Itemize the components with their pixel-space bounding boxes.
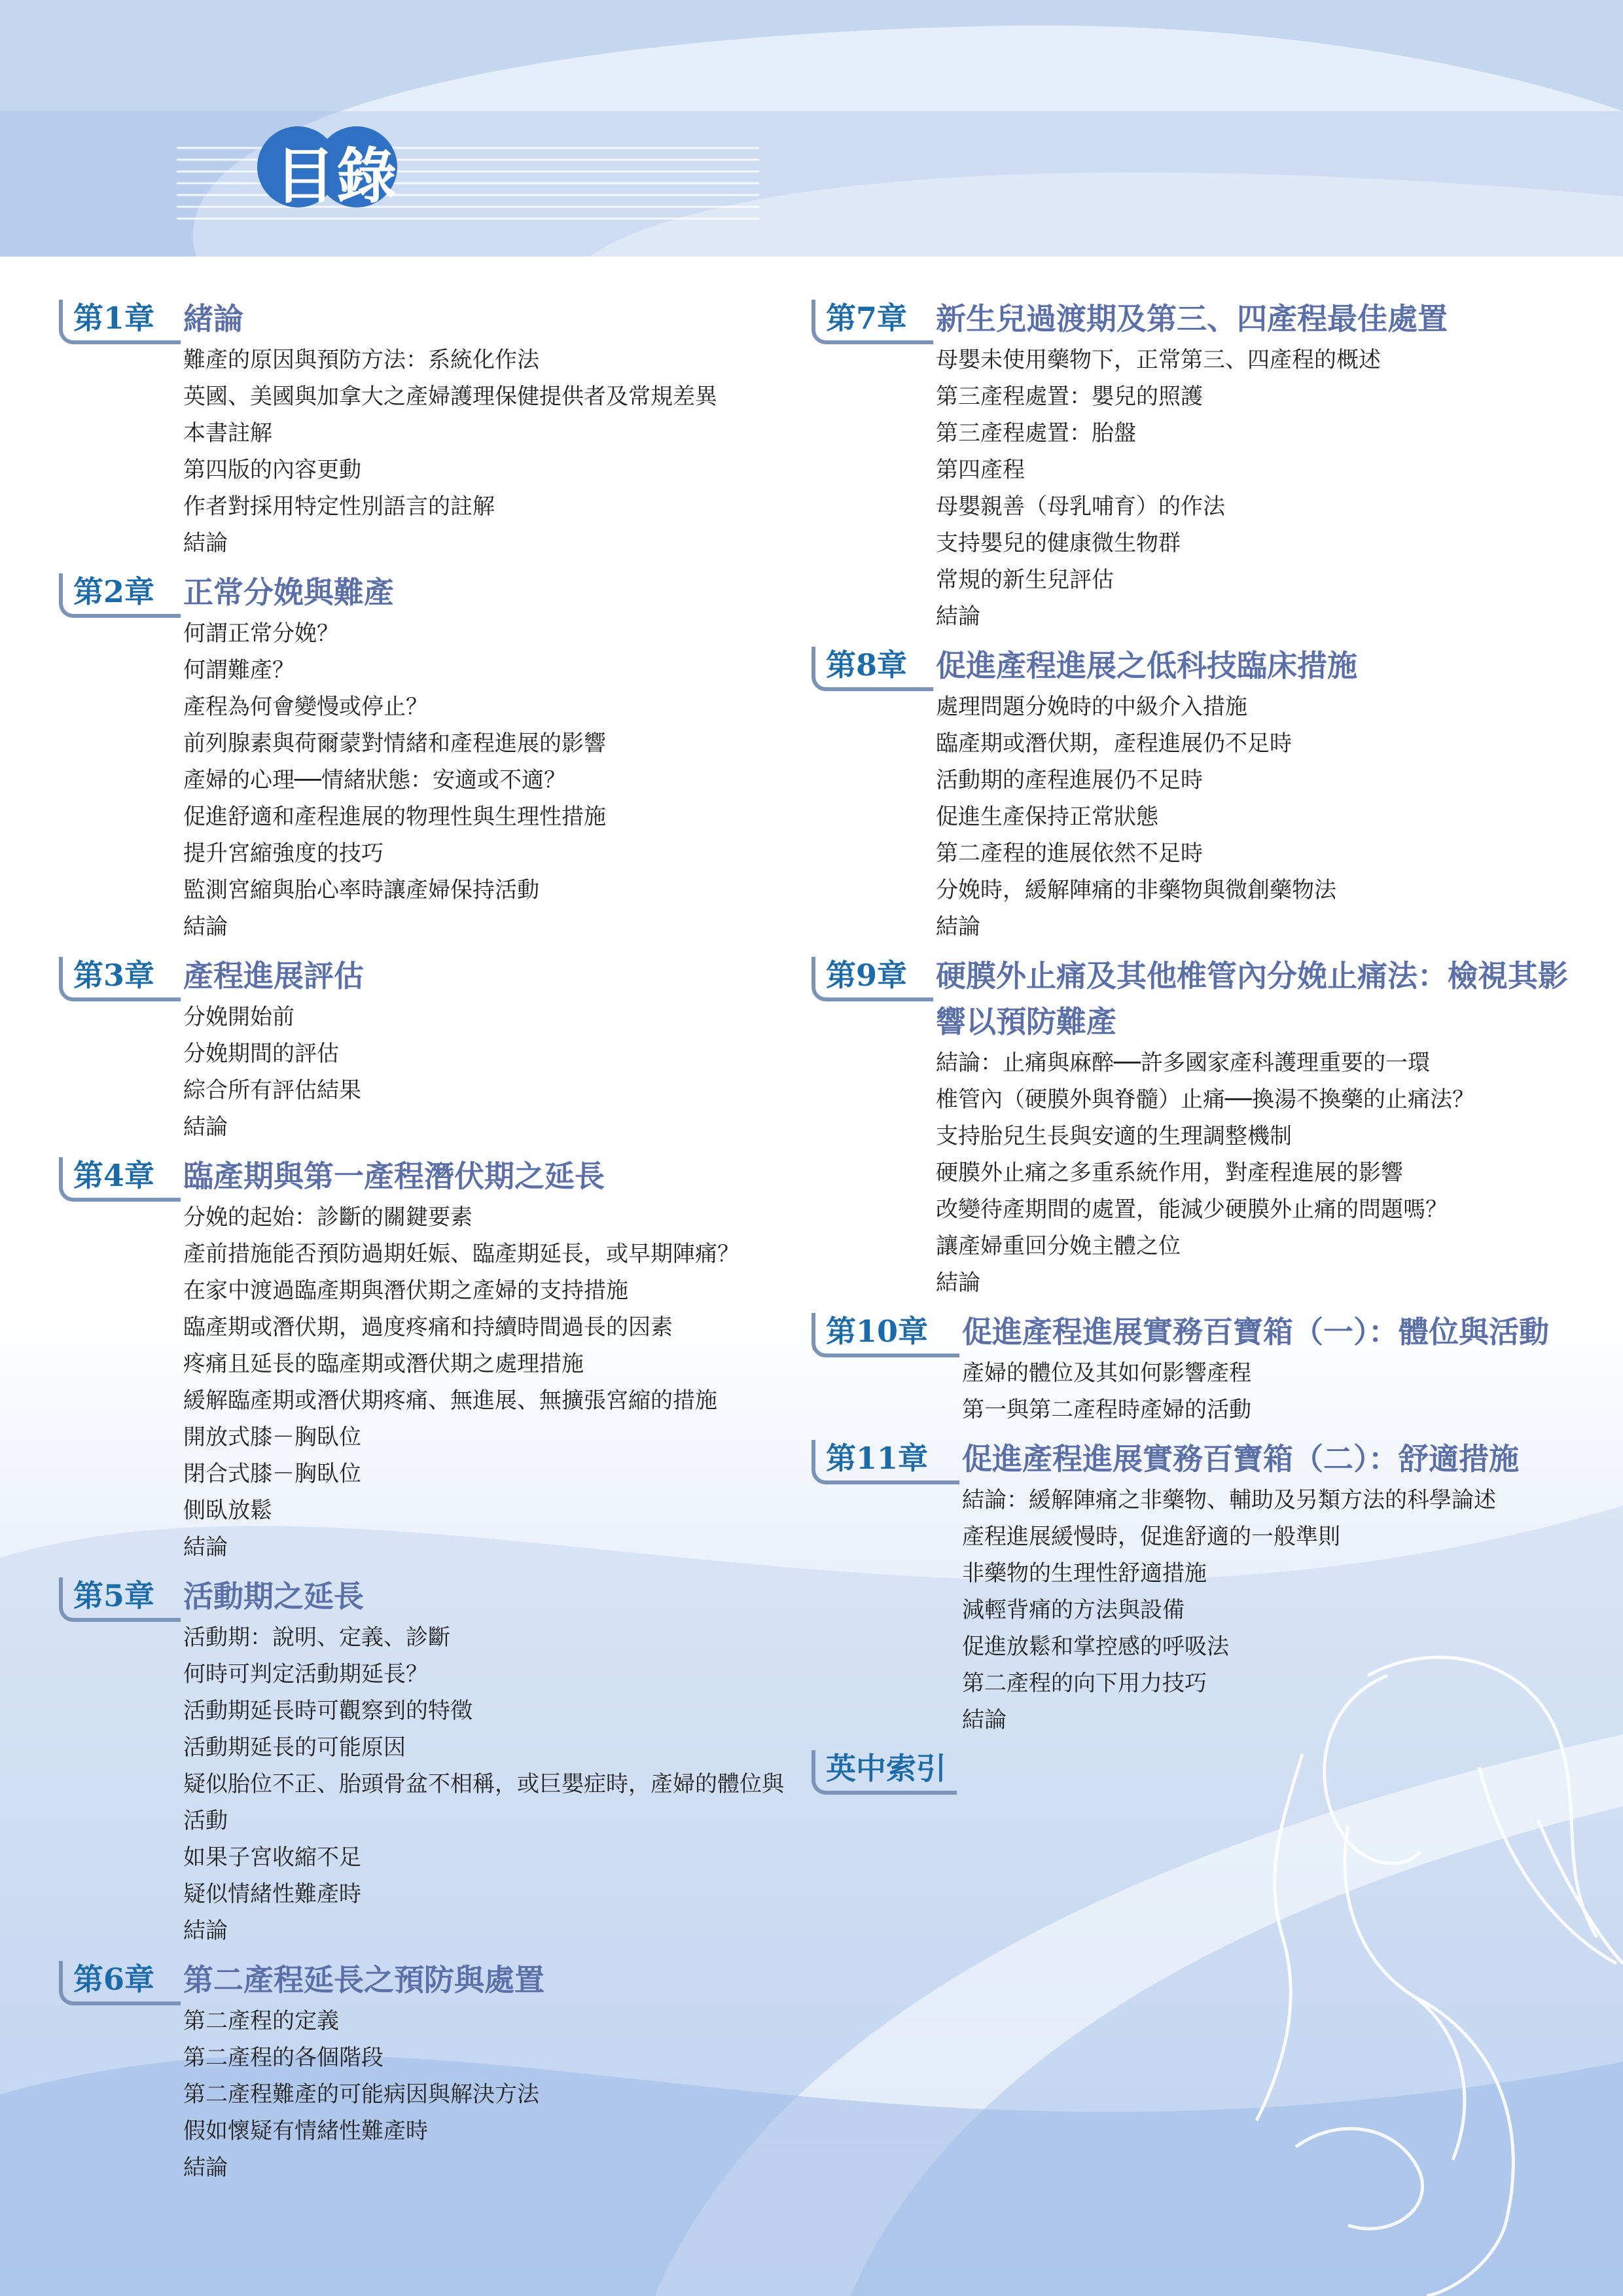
chapter-7 [812, 296, 1597, 635]
toc-item[interactable]: 結論：止痛與麻醉──許多國家產科護理重要的一環 [936, 1050, 1430, 1076]
toc-item[interactable]: 疑似情緒性難產時 [183, 1881, 361, 1907]
chapter-number: 第11章 [812, 1436, 962, 1480]
toc-item[interactable]: 閉合式膝－胸臥位 [183, 1461, 361, 1487]
chapter-items [183, 1199, 785, 1566]
toc-item[interactable]: 作者對採用特定性別語言的註解 [183, 493, 495, 520]
toc-item[interactable]: 促進放鬆和掌控感的呼吸法 [962, 1634, 1229, 1660]
chapter-title: 新生兒過渡期及第三、四產程最佳處置 [936, 301, 1448, 336]
chapter-title: 活動期之延長 [183, 1579, 364, 1614]
chapter-number: 第9章 [812, 953, 936, 997]
chapter-title: 第二產程延長之預防與處置 [183, 1962, 544, 1998]
toc-item[interactable]: 監測宮縮與胎心率時讓產婦保持活動 [183, 877, 539, 903]
toc-item[interactable]: 減輕背痛的方法與設備 [962, 1597, 1185, 1623]
chapter-items [936, 342, 1597, 635]
toc-item[interactable]: 開放式膝－胸臥位 [183, 1424, 361, 1450]
chapter-header[interactable] [812, 643, 1597, 689]
toc-item[interactable]: 促進舒適和產程進展的物理性與生理性措施 [183, 804, 606, 830]
chapter-title: 促進產程進展實務百寶箱（一）：體位與活動 [962, 1314, 1549, 1350]
toc-item[interactable]: 產前措施能否預防過期妊娠、臨產期延長，或早期陣痛？ [183, 1241, 740, 1267]
toc-item[interactable]: 促進生產保持正常狀態 [936, 804, 1158, 830]
toc-item[interactable]: 結論 [183, 914, 228, 940]
toc-item[interactable]: 結論 [936, 1270, 980, 1296]
chapter-2 [59, 569, 785, 945]
chapter-header[interactable] [59, 296, 785, 342]
toc-item[interactable]: 分娩的起始：診斷的關鍵要素 [183, 1204, 473, 1230]
toc-item[interactable]: 側臥放鬆 [183, 1498, 272, 1524]
chapter-items [183, 2003, 785, 2186]
toc-item[interactable]: 結論 [936, 914, 980, 940]
toc-item[interactable]: 結論 [183, 530, 228, 556]
toc-item[interactable]: 難產的原因與預防方法：系統化作法 [183, 347, 539, 373]
toc-item[interactable]: 假如懷疑有情緒性難產時 [183, 2118, 428, 2144]
chapter-3 [59, 953, 785, 1145]
toc-item[interactable]: 母嬰未使用藥物下，正常第三、四產程的概述 [936, 347, 1381, 373]
page-title: 目錄 [275, 141, 399, 211]
toc-item[interactable]: 綜合所有評估結果 [183, 1077, 361, 1103]
toc-item[interactable]: 椎管內（硬膜外與脊髓）止痛──換湯不換藥的止痛法？ [936, 1086, 1474, 1113]
toc-item[interactable]: 前列腺素與荷爾蒙對情緒和產程進展的影響 [183, 730, 606, 757]
chapter-header[interactable] [812, 953, 1597, 1045]
toc-item[interactable]: 支持胎兒生長與安適的生理調整機制 [936, 1123, 1292, 1149]
toc-item[interactable]: 分娩期間的評估 [183, 1041, 339, 1067]
toc-item[interactable]: 臨產期或潛伏期，產程進展仍不足時 [936, 730, 1292, 757]
toc-item[interactable]: 第一與第二產程時產婦的活動 [962, 1397, 1251, 1423]
chapter-number: 第6章 [59, 1957, 183, 2001]
toc-item[interactable]: 第四版的內容更動 [183, 457, 361, 483]
toc-item[interactable]: 結論 [183, 1534, 228, 1560]
chapter-number: 第5章 [59, 1573, 183, 1618]
index-section [812, 1746, 1597, 1791]
toc-item[interactable]: 常規的新生兒評估 [936, 567, 1114, 593]
index-link[interactable]: 英中索引 [812, 1746, 957, 1791]
toc-item[interactable]: 結論 [183, 1918, 228, 1944]
toc-item[interactable]: 如果子宮收縮不足 [183, 1844, 361, 1871]
toc-item[interactable]: 第三產程處置：嬰兒的照護 [936, 384, 1203, 410]
toc-item[interactable]: 第二產程的定義 [183, 2008, 339, 2034]
toc-left-column [59, 296, 785, 2194]
toc-item[interactable]: 活動期延長時可觀察到的特徵 [183, 1698, 473, 1724]
chapter-title: 促進產程進展實務百寶箱（二）：舒適措施 [962, 1441, 1519, 1477]
toc-item[interactable]: 本書註解 [183, 420, 272, 446]
toc-item[interactable]: 非藥物的生理性舒適措施 [962, 1560, 1207, 1587]
toc-item[interactable]: 第二產程的進展依然不足時 [936, 840, 1203, 867]
chapter-items [183, 1619, 785, 1949]
chapter-header[interactable] [59, 569, 785, 615]
toc-item[interactable]: 改變待產期間的處置，能減少硬膜外止痛的問題嗎？ [936, 1196, 1448, 1223]
chapter-number: 第4章 [59, 1153, 183, 1198]
chapter-header[interactable] [812, 296, 1597, 342]
chapter-items [962, 1355, 1597, 1428]
chapter-header[interactable] [59, 1573, 785, 1619]
toc-item[interactable]: 在家中渡過臨產期與潛伏期之產婦的支持措施 [183, 1278, 628, 1304]
chapter-title: 正常分娩與難產 [183, 575, 394, 610]
chapter-number: 第10章 [812, 1309, 962, 1354]
chapter-5 [59, 1573, 785, 1949]
chapter-number: 第7章 [812, 296, 936, 340]
toc-item[interactable]: 第二產程的向下用力技巧 [962, 1670, 1207, 1696]
chapter-title: 產程進展評估 [183, 958, 364, 994]
chapter-header[interactable] [812, 1309, 1597, 1355]
toc-item[interactable]: 結論 [183, 2155, 228, 2181]
chapter-11 [812, 1436, 1597, 1738]
chapter-header[interactable] [59, 1957, 785, 2003]
toc-item[interactable]: 提升宮縮強度的技巧 [183, 840, 383, 867]
toc-item[interactable]: 活動期：說明、定義、診斷 [183, 1624, 450, 1651]
toc-item[interactable]: 疼痛且延長的臨產期或潛伏期之處理措施 [183, 1351, 584, 1377]
chapter-items [183, 999, 785, 1145]
toc-item[interactable]: 母嬰親善（母乳哺育）的作法 [936, 493, 1225, 520]
toc-item[interactable]: 何謂難產？ [183, 657, 294, 683]
chapter-header[interactable] [59, 1153, 785, 1199]
toc-item[interactable]: 產程進展緩慢時，促進舒適的一般準則 [962, 1524, 1340, 1550]
chapter-items [936, 689, 1597, 945]
chapter-title: 臨產期與第一產程潛伏期之延長 [183, 1158, 605, 1194]
toc-item[interactable]: 分娩開始前 [183, 1004, 294, 1030]
chapter-items [936, 1045, 1597, 1301]
header-banner [0, 0, 1623, 257]
toc-right-column [812, 296, 1597, 1799]
chapter-number: 第1章 [59, 296, 183, 340]
toc-item[interactable]: 英國、美國與加拿大之產婦護理保健提供者及常規差異 [183, 384, 717, 410]
toc-item[interactable]: 產婦的體位及其如何影響產程 [962, 1360, 1251, 1386]
chapter-items [183, 615, 785, 945]
chapter-title: 硬膜外止痛及其他椎管內分娩止痛法：檢視其影響以預防難產 [936, 958, 1568, 1039]
chapter-number: 第2章 [59, 569, 183, 614]
chapter-8 [812, 643, 1597, 945]
chapter-header[interactable] [59, 953, 785, 999]
chapter-4 [59, 1153, 785, 1566]
toc-item[interactable]: 支持嬰兒的健康微生物群 [936, 530, 1181, 556]
toc-item[interactable]: 何謂正常分娩？ [183, 620, 339, 647]
toc-item[interactable]: 分娩時，緩解陣痛的非藥物與微創藥物法 [936, 877, 1336, 903]
toc-item[interactable]: 結論 [183, 1114, 228, 1140]
toc-item[interactable]: 結論：緩解陣痛之非藥物、輔助及另類方法的科學論述 [962, 1487, 1496, 1513]
chapter-10 [812, 1309, 1597, 1428]
toc-item[interactable]: 疑似胎位不正、胎頭骨盆不相稱，或巨嬰症時，產婦的體位與活動 [183, 1771, 784, 1834]
toc-item[interactable]: 硬膜外止痛之多重系統作用，對產程進展的影響 [936, 1160, 1403, 1186]
chapter-title: 緒論 [183, 301, 243, 336]
toc-item[interactable]: 何時可判定活動期延長？ [183, 1661, 428, 1687]
chapter-number: 第3章 [59, 953, 183, 997]
toc-item[interactable]: 臨產期或潛伏期，過度疼痛和持續時間過長的因素 [183, 1314, 673, 1340]
toc-item[interactable]: 第三產程處置：胎盤 [936, 420, 1136, 446]
chapter-header[interactable] [812, 1436, 1597, 1482]
toc-item[interactable]: 結論 [936, 603, 980, 630]
toc-item[interactable]: 讓產婦重回分娩主體之位 [936, 1233, 1181, 1259]
toc-item[interactable]: 第二產程的各個階段 [183, 2045, 383, 2071]
toc-item[interactable]: 緩解臨產期或潛伏期疼痛、無進展、無擴張宮縮的措施 [183, 1388, 717, 1414]
toc-item[interactable]: 結論 [962, 1707, 1007, 1733]
toc-item[interactable]: 第四產程 [936, 457, 1025, 483]
chapter-items [183, 342, 785, 562]
toc-item[interactable]: 活動期延長的可能原因 [183, 1734, 406, 1761]
chapter-9 [812, 953, 1597, 1301]
toc-item[interactable]: 產婦的心理──情緒狀態：安適或不適？ [183, 767, 566, 793]
chapter-1 [59, 296, 785, 562]
chapter-6 [59, 1957, 785, 2186]
chapter-items [962, 1482, 1597, 1738]
chapter-title: 促進產程進展之低科技臨床措施 [936, 648, 1357, 683]
toc-item[interactable]: 處理問題分娩時的中級介入措施 [936, 694, 1247, 720]
toc-item[interactable]: 第二產程難產的可能病因與解決方法 [183, 2081, 539, 2108]
toc-item[interactable]: 產程為何會變慢或停止？ [183, 694, 428, 720]
chapter-number: 第8章 [812, 643, 936, 687]
toc-item[interactable]: 活動期的產程進展仍不足時 [936, 767, 1203, 793]
